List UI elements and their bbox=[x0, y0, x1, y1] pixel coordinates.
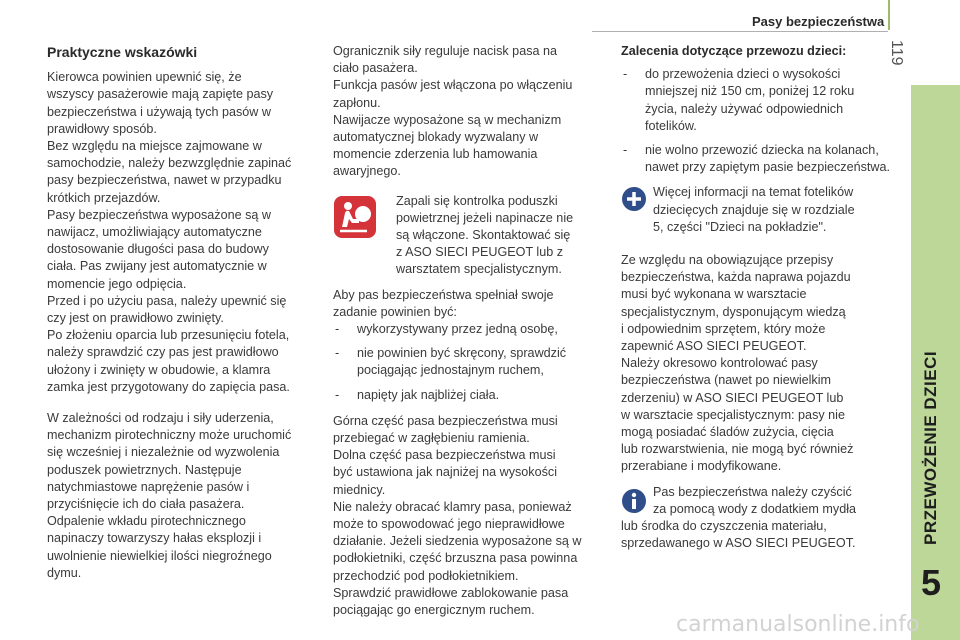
belt-position-paragraph: Górna część pasa bezpieczeństwa musi przebiegać w zagłębieniu ramienia. Dolna część pasa bezpieczeństwa musi być ustawiona jak najniżej na wysokości miednicy. Nie należy obracać klamry pasa, ponieważ może to spowodować jego nieprawidłowe działanie. Jeżeli siedzenia wyposażone są w podłokietniki, część brzuszna pasa powinna przechodzić pod podłokietnikiem. Sprawdzić prawidłowe zablokowanie pasa pociągając go energicznym ruchem. bbox=[333, 413, 582, 618]
children-heading: Zalecenia dotyczące przewozu dzieci: bbox=[621, 44, 847, 58]
header-accent-bar bbox=[888, 0, 890, 30]
header-divider bbox=[592, 31, 888, 32]
repair-paragraph: Ze względu na obowiązujące przepisy bezpieczeństwa, każda naprawa pojazdu musi być wykonana w warsztacie specjalistycznym, dysponującym wiedzą i odpowiednim sprzętem, który może zapewnić ASO SIECI PEUGEOT. Należy okresowo kontrolować pasy bezpieczeństwa (nawet po niewielkim zderzeniu) w ASO SIECI PEUGEOT lub w warsztacie specjalistycznym: pasy nie mogą posiadać śladów zużycia, cięcia lub rozwarstwienia, nie mogą być również przerabiane i modyfikowane. bbox=[621, 253, 854, 474]
airbag-warning-text: Zapali się kontrolka poduszki powietrznej jeżeli napinacze nie są włączone. Skontaktować się z ASO SIECI PEUGEOT lub z warsztatem specjalistycznym. bbox=[396, 193, 574, 277]
plus-icon bbox=[621, 186, 647, 217]
column-2 bbox=[333, 43, 609, 619]
list-item: - napięty jak najbliżej ciała. bbox=[335, 387, 500, 402]
plus-note bbox=[621, 184, 903, 236]
header-title: Pasy bezpieczeństwa bbox=[752, 14, 885, 29]
list-item: - nie wolno przewozić dziecka na kolanach, nawet przy zapiętym pasie bezpieczeństwa. bbox=[623, 143, 891, 175]
section-heading: Praktyczne wskazówki bbox=[47, 44, 198, 60]
column-3 bbox=[621, 43, 903, 552]
info-note-text-continued: lub środka do czyszczenia materiału, sprzedawanego w ASO SIECI PEUGEOT. bbox=[621, 519, 856, 551]
pretensioner-paragraph: W zależności od rodzaju i siły uderzenia, mechanizm pirotechniczny może uruchomić się wcześniej i niezależnie od wyzwolenia poduszek powietrznych. Następuje natychmiastowe naprężenie pasów i przyciśnięcie ich do ciała pasażera. Odpalenie wkładu pirotechnicznego napinaczy towarzyszy hałas eksplozji i uwolnienie niewielkiej ilości niegroźnego dymu. bbox=[47, 411, 292, 580]
info-note bbox=[621, 484, 903, 553]
airbag-warning-icon bbox=[333, 195, 377, 244]
info-icon bbox=[621, 488, 647, 519]
list-item: - do przewożenia dzieci o wysokości mniejszej niż 150 cm, poniżej 12 roku życia, należy używać odpowiednich fotelików. bbox=[623, 67, 855, 133]
list-item: - nie powinien być skręcony, sprawdzić pociągając jednostajnym ruchem, bbox=[335, 346, 567, 378]
plus-note-text: Więcej informacji na temat fotelików dziecięcych znajduje się w rozdziale 5, części "Dzieci na pokładzie". bbox=[653, 185, 855, 234]
force-limiter-paragraph: Ogranicznik siły reguluje nacisk pasa na ciało pasażera. Funkcja pasów jest włączona po włączeniu zapłonu. Nawijacze wyposażone są w mechanizm automatycznej blokady wyzwalany w momencie zderzenia lub hamowania awaryjnego. bbox=[333, 44, 573, 179]
practical-tips-paragraph: Kierowca powinien upewnić się, że wszyscy pasażerowie mają zapięte pasy bezpieczeństwa i używają tych pasów w prawidłowy sposób. Bez względu na miejsce zajmowane w samochodzie, należy bezwzględnie zapinać pasy bezpieczeństwa, nawet w przypadku krótkich przejazdów. Pasy bezpieczeństwa wyposażone są w nawijacz, umożliwiający automatyczne dostosowanie długości pasa do budowy ciała. Pas zwijany jest automatycznie w momencie jego odpięcia. Przed i po użyciu pasa, należy upewnić się czy jest on prawidłowo zwinięty. Po złożeniu oparcia lub przesunięciu fotela, należy sprawdzić czy pas jest prawidłowo ułożony i zwinięty w obudowie, a klamra zamka jest przygotowany do zapięcia pasa. bbox=[47, 70, 292, 394]
column-1 bbox=[47, 44, 319, 582]
page-number: 119 bbox=[888, 40, 905, 66]
chapter-number: 5 bbox=[921, 562, 942, 603]
list-item: - wykorzystywany przez jedną osobę, bbox=[335, 322, 558, 337]
chapter-title: PRZEWOŻENIE DZIECI bbox=[921, 350, 940, 545]
watermark: carmanualsonline.info bbox=[676, 612, 920, 637]
belt-requirements-intro: Aby pas bezpieczeństwa spełniał swoje zadanie powinien być: bbox=[333, 287, 554, 319]
info-note-text: Pas bezpieczeństwa należy czyścić za pomocą wody z dodatkiem mydła bbox=[653, 484, 856, 516]
airbag-warning-note bbox=[333, 193, 609, 279]
